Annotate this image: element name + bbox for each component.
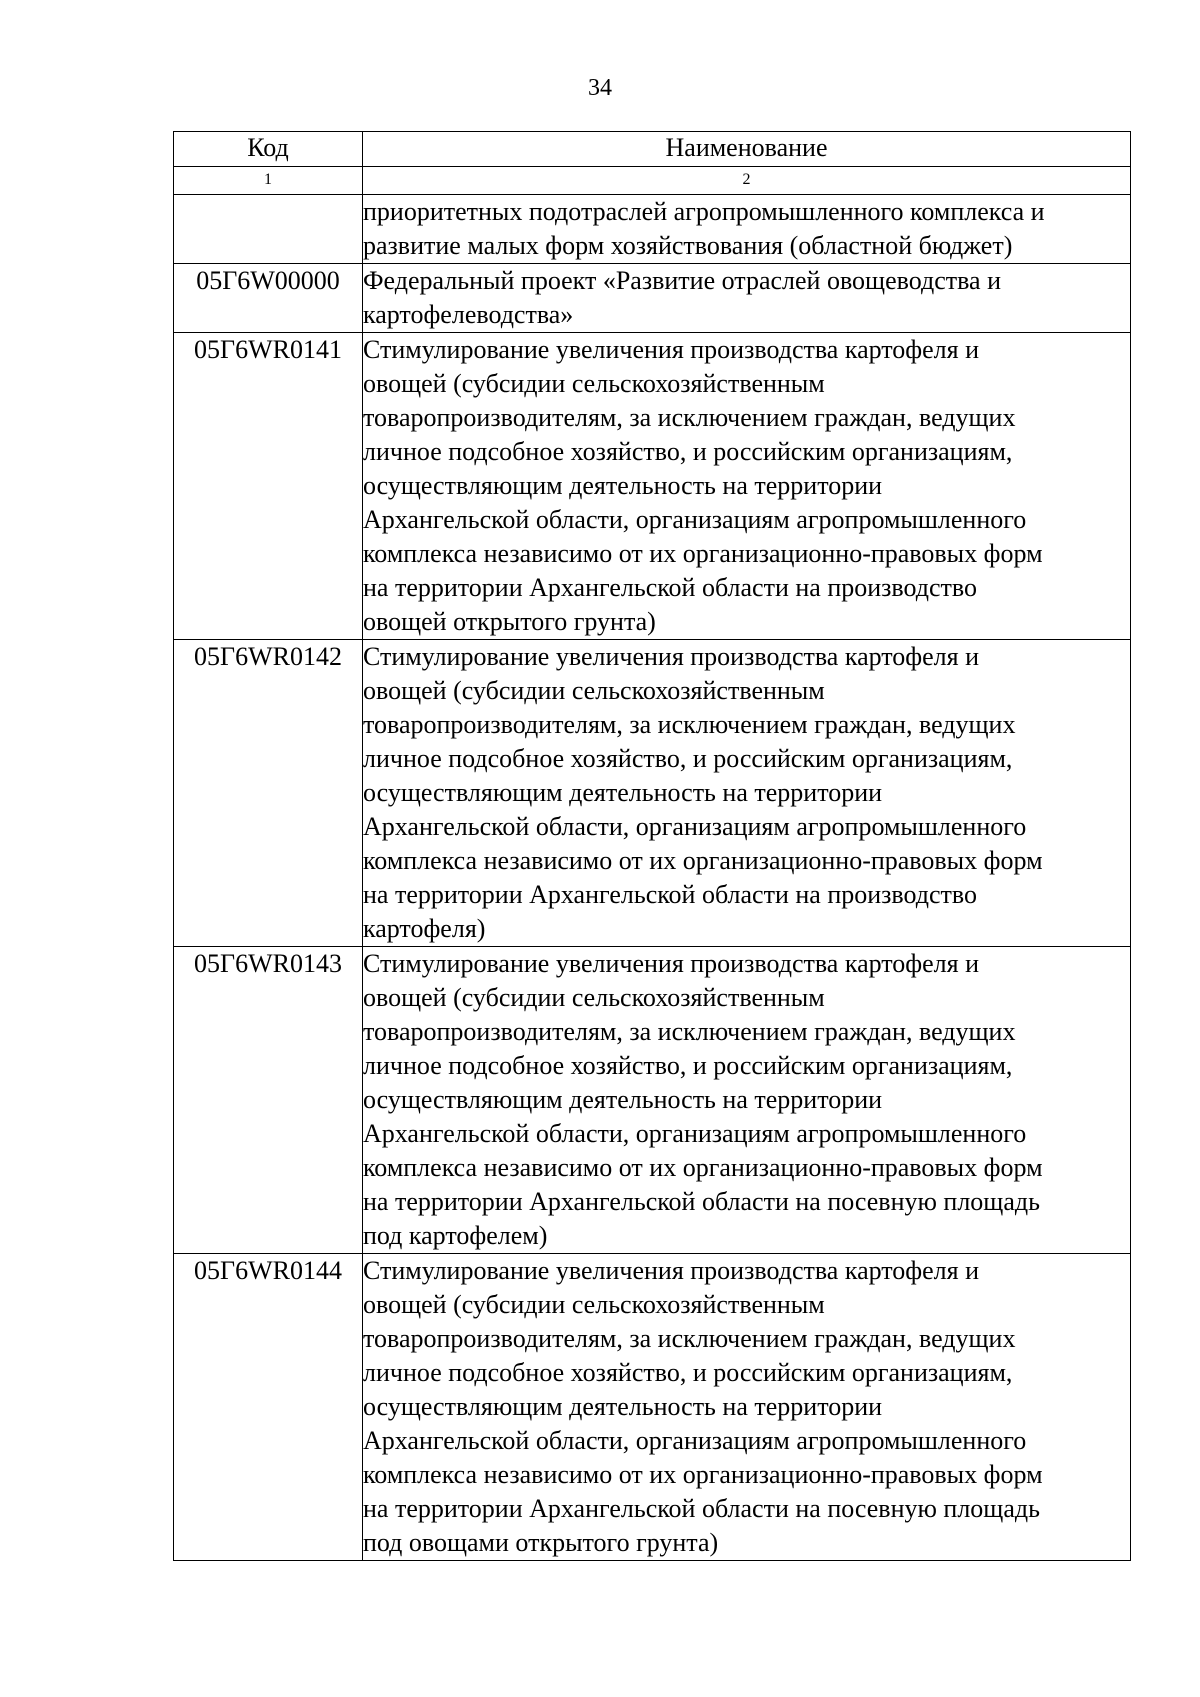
row-name [363, 1254, 1131, 1561]
row-name-line: комплекса независимо от их организационно-правовых форм [363, 1153, 1043, 1182]
table-header-row [174, 132, 1131, 167]
row-name-line: на территории Архангельской области на производство [363, 880, 978, 909]
row-name-line: личное подсобное хозяйство, и российским организациям, [363, 437, 1013, 466]
row-name [363, 947, 1131, 1254]
row-name-line: приоритетных подотраслей агропромышленного комплекса и [363, 197, 1045, 226]
row-name-line: на территории Архангельской области на производство [363, 573, 978, 602]
row-name-line: овощей (субсидии сельскохозяйственным [363, 676, 825, 705]
row-name-line: личное подсобное хозяйство, и российским организациям, [363, 744, 1013, 773]
row-name-line: под картофелем) [363, 1221, 548, 1250]
row-name-line: товаропроизводителям, за исключением граждан, ведущих [363, 710, 1016, 739]
row-name-line: на территории Архангельской области на посевную площадь [363, 1187, 1040, 1216]
row-name [363, 195, 1131, 264]
table-row [174, 195, 1131, 264]
row-name-line: товаропроизводителям, за исключением граждан, ведущих [363, 1324, 1016, 1353]
row-name-line: Стимулирование увеличения производства картофеля и [363, 949, 980, 978]
row-name-line: Федеральный проект «Развитие отраслей овощеводства и [363, 266, 1001, 295]
column-number-code: 1 [174, 167, 363, 195]
table-row [174, 640, 1131, 947]
row-name-line: осуществляющим деятельность на территории [363, 1392, 883, 1421]
row-name-line: комплекса независимо от их организационно-правовых форм [363, 1460, 1043, 1489]
row-name-line: овощей открытого грунта) [363, 607, 656, 636]
row-name-line: Стимулирование увеличения производства картофеля и [363, 335, 980, 364]
classification-table [173, 131, 1131, 1561]
row-name-line: осуществляющим деятельность на территории [363, 1085, 883, 1114]
row-name-line: картофелеводства» [363, 300, 574, 329]
column-number-name: 2 [363, 167, 1131, 195]
row-name-line: картофеля) [363, 914, 486, 943]
row-code: 05Г6WR0142 [174, 640, 363, 947]
row-name [363, 264, 1131, 333]
row-code: 05Г6W00000 [174, 264, 363, 333]
row-name-line: развитие малых форм хозяйствования (областной бюджет) [363, 231, 1013, 260]
row-name [363, 640, 1131, 947]
column-number-row [174, 167, 1131, 195]
row-name-line: Стимулирование увеличения производства картофеля и [363, 642, 980, 671]
row-name-line: комплекса независимо от их организационно-правовых форм [363, 539, 1043, 568]
row-name-line: на территории Архангельской области на посевную площадь [363, 1494, 1040, 1523]
row-name-line: Стимулирование увеличения производства картофеля и [363, 1256, 980, 1285]
row-name-line: Архангельской области, организациям агропромышленного [363, 505, 1027, 534]
row-name-line: овощей (субсидии сельскохозяйственным [363, 369, 825, 398]
row-name-line: товаропроизводителям, за исключением граждан, ведущих [363, 1017, 1016, 1046]
row-code [174, 195, 363, 264]
row-name-line: осуществляющим деятельность на территории [363, 778, 883, 807]
row-code: 05Г6WR0143 [174, 947, 363, 1254]
row-name-line: овощей (субсидии сельскохозяйственным [363, 1290, 825, 1319]
row-name-line: овощей (субсидии сельскохозяйственным [363, 983, 825, 1012]
header-name: Наименование [363, 132, 1131, 167]
header-code: Код [174, 132, 363, 167]
row-name-line: осуществляющим деятельность на территории [363, 471, 883, 500]
row-code: 05Г6WR0144 [174, 1254, 363, 1561]
table-row [174, 264, 1131, 333]
row-name-line: под овощами открытого грунта) [363, 1528, 719, 1557]
row-name-line: личное подсобное хозяйство, и российским организациям, [363, 1051, 1013, 1080]
row-name-line: Архангельской области, организациям агропромышленного [363, 1119, 1027, 1148]
row-name-line: Архангельской области, организациям агропромышленного [363, 812, 1027, 841]
table-row [174, 333, 1131, 640]
table-body [174, 195, 1131, 1561]
table-row [174, 947, 1131, 1254]
row-name [363, 333, 1131, 640]
page-number: 34 [588, 75, 612, 101]
table-row [174, 1254, 1131, 1561]
row-name-line: товаропроизводителям, за исключением граждан, ведущих [363, 403, 1016, 432]
row-code: 05Г6WR0141 [174, 333, 363, 640]
row-name-line: комплекса независимо от их организационно-правовых форм [363, 846, 1043, 875]
row-name-line: Архангельской области, организациям агропромышленного [363, 1426, 1027, 1455]
row-name-line: личное подсобное хозяйство, и российским организациям, [363, 1358, 1013, 1387]
